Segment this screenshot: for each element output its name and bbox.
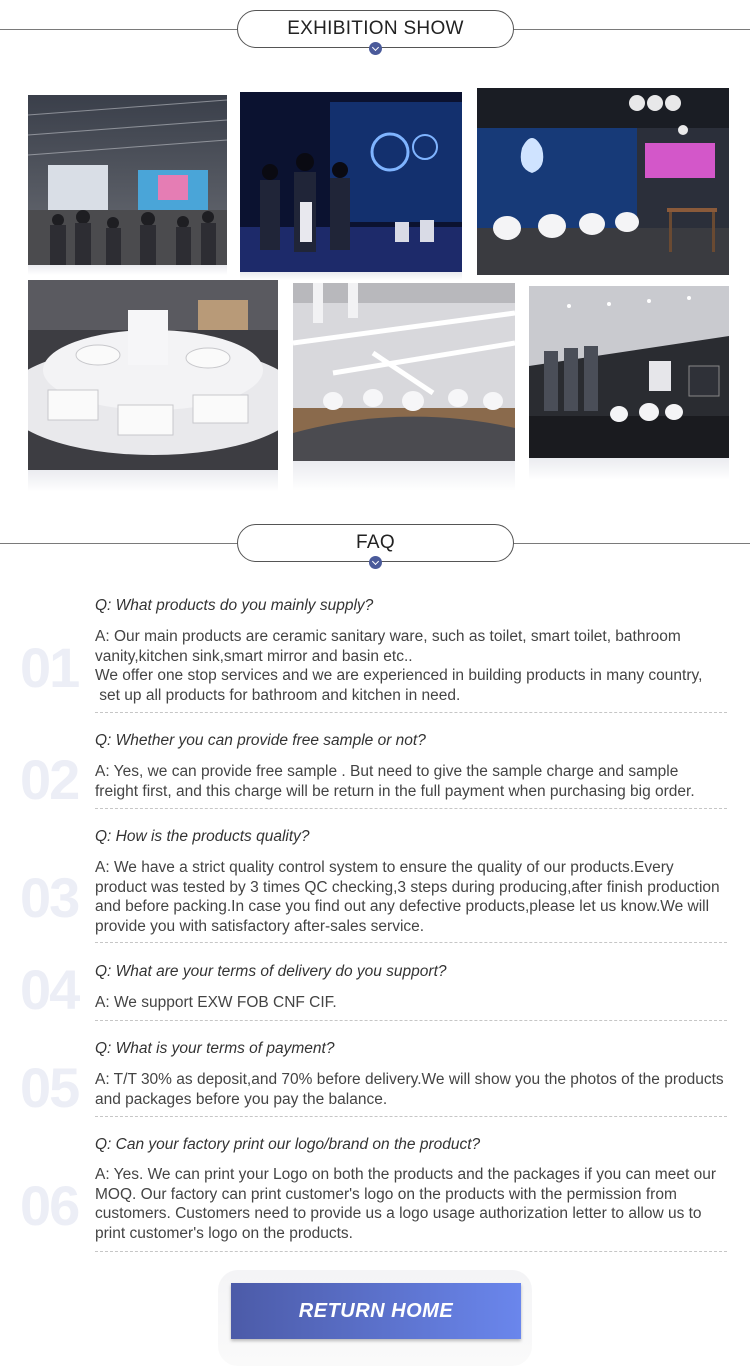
faq-number: 05: [20, 1056, 79, 1119]
faq-answer: [95, 858, 740, 936]
faq-answer-line: We offer one stop services and we are experienced in building products in many country,: [95, 667, 703, 684]
faq-question: Q: What products do you mainly supply?: [95, 597, 374, 614]
faq-answer: [95, 1070, 740, 1109]
dashed-divider: [95, 1116, 727, 1117]
faq-answer: [95, 993, 740, 1013]
exhibition-photo-smart-toilet: [477, 88, 729, 275]
photo-reflection: [529, 458, 729, 480]
faq-answer-line: and before packing.In case you find out any defective products,please let us know.We will: [95, 898, 710, 915]
chevron-down-icon: [369, 42, 382, 55]
faq-number: 03: [20, 866, 79, 929]
faq-answer-line: customers. Customers need to provide us a logo usage authorization letter to allow us to: [95, 1205, 702, 1222]
exhibition-photo-showroom: [293, 283, 515, 461]
faq-question: Q: Can your factory print our logo/brand on the product?: [95, 1136, 481, 1153]
dashed-divider: [95, 808, 727, 809]
exhibition-section-header: [0, 10, 750, 60]
photo-reflection: [293, 461, 515, 491]
faq-answer-line: freight first, and this charge will be return in the full payment when purchasing big order.: [95, 782, 695, 800]
faq-answer-line: and packages before you pay the balance.: [95, 1090, 388, 1108]
faq-title: FAQ: [237, 524, 514, 562]
faq-number: 04: [20, 958, 79, 1021]
faq-question: Q: What is your terms of payment?: [95, 1040, 335, 1057]
faq-answer-line: A: Our main products are ceramic sanitary ware, such as toilet, smart toilet, bathroom: [95, 628, 681, 645]
faq-answer-line: product was tested by 3 times QC checking,3 steps during producing,after finish production: [95, 878, 720, 896]
faq-answer-line: provide you with satisfactory after-sales service.: [95, 917, 425, 935]
photo-reflection: [28, 265, 227, 275]
faq-number: 06: [20, 1174, 79, 1237]
faq-number: 02: [20, 748, 79, 811]
photo-reflection: [240, 272, 462, 280]
faq-answer-line: A: We support EXW FOB CNF CIF.: [95, 994, 337, 1011]
faq-answer-line: set up all products for bathroom and kitchen in need.: [95, 686, 461, 704]
dashed-divider: [95, 1251, 727, 1252]
return-home-button[interactable]: RETURN HOME: [231, 1283, 521, 1339]
exhibition-title: EXHIBITION SHOW: [237, 10, 514, 48]
faq-answer-line: A: We have a strict quality control system to ensure the quality of our products.Every: [95, 859, 674, 876]
dashed-divider: [95, 1020, 727, 1021]
faq-answer-line: A: T/T 30% as deposit,and 70% before delivery.We will show you the photos of the products: [95, 1071, 724, 1088]
faq-section-header: [0, 524, 750, 574]
chevron-down-icon: [369, 556, 382, 569]
exhibition-photo-booth: [240, 92, 462, 272]
photo-reflection: [28, 470, 278, 492]
faq-question: Q: Whether you can provide free sample or not?: [95, 732, 426, 749]
faq-answer: [95, 627, 740, 705]
dashed-divider: [95, 712, 727, 713]
dashed-divider: [95, 942, 727, 943]
faq-answer: [95, 762, 740, 801]
faq-number: 01: [20, 636, 79, 699]
faq-answer-line: A: Yes. We can print your Logo on both the products and the packages if you can meet our: [95, 1166, 716, 1183]
exhibition-photo-hall: [28, 95, 227, 265]
faq-answer-line: A: Yes, we can provide free sample . But need to give the sample charge and sample: [95, 763, 679, 780]
exhibition-photo-luxury: [529, 286, 729, 458]
exhibition-photo-basins: [28, 280, 278, 470]
faq-answer-line: print customer's logo on the products.: [95, 1224, 353, 1242]
faq-answer-line: MOQ. Our factory can print customer's logo on the products with the permission from: [95, 1185, 677, 1203]
faq-answer-line: vanity,kitchen sink,smart mirror and basin etc..: [95, 647, 413, 665]
faq-question: Q: What are your terms of delivery do you support?: [95, 963, 447, 980]
faq-question: Q: How is the products quality?: [95, 828, 310, 845]
faq-answer: [95, 1165, 740, 1243]
